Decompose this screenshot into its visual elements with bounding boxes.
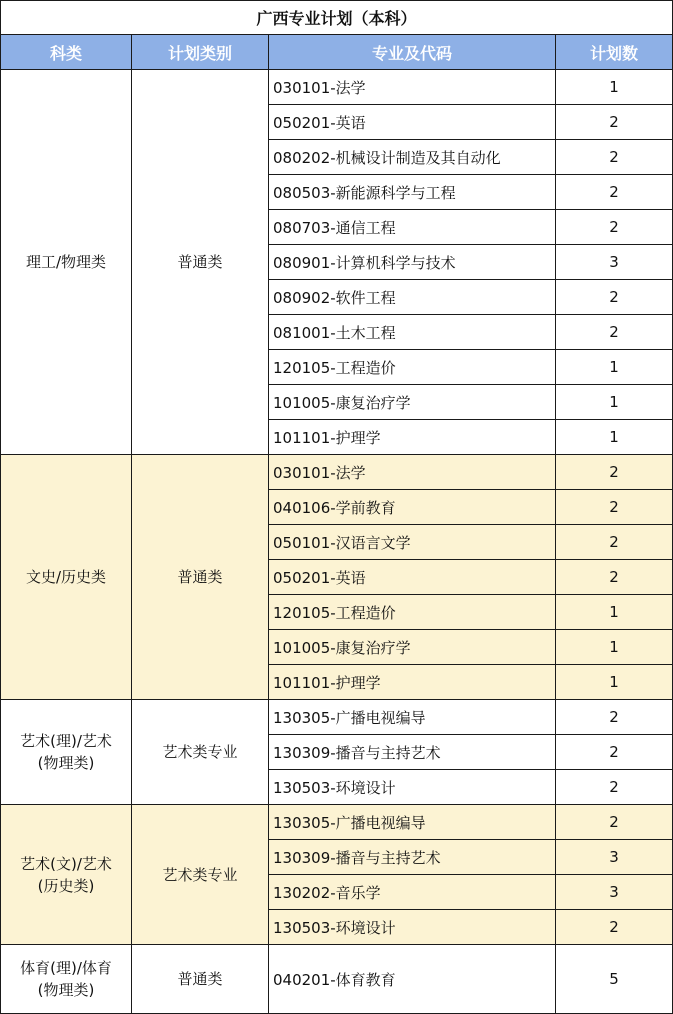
category-cell: [1, 945, 132, 1014]
major-cell: 101005-康复治疗学: [269, 385, 556, 420]
count-cell: 2: [556, 210, 673, 245]
count-cell: 2: [556, 910, 673, 945]
table-row: [1, 700, 673, 735]
count-cell: 1: [556, 70, 673, 105]
major-cell: 080901-计算机科学与技术: [269, 245, 556, 280]
plan-type-cell: 普通类: [132, 70, 269, 455]
count-cell: 1: [556, 595, 673, 630]
count-cell: 2: [556, 560, 673, 595]
major-cell: 050201-英语: [269, 560, 556, 595]
major-cell: 080202-机械设计制造及其自动化: [269, 140, 556, 175]
major-cell: 101101-护理学: [269, 665, 556, 700]
count-cell: 1: [556, 665, 673, 700]
major-cell: 130503-环境设计: [269, 910, 556, 945]
count-cell: 1: [556, 350, 673, 385]
major-cell: 130202-音乐学: [269, 875, 556, 910]
category-cell: [1, 805, 132, 945]
header-major: 专业及代码: [269, 35, 556, 70]
category-line1: 艺术(理)/艺术: [20, 732, 112, 750]
major-cell: 050201-英语: [269, 105, 556, 140]
page-title: 广西专业计划（本科）: [1, 1, 673, 35]
count-cell: 2: [556, 175, 673, 210]
major-cell: 101101-护理学: [269, 420, 556, 455]
category-cell: [1, 700, 132, 805]
category-line2: (物理类): [37, 754, 95, 772]
table-row: [1, 455, 673, 490]
category-line2: (物理类): [37, 981, 95, 999]
plan-type-cell: 普通类: [132, 455, 269, 700]
category-line1: 体育(理)/体育: [20, 959, 112, 977]
count-cell: 2: [556, 805, 673, 840]
major-cell: 130305-广播电视编导: [269, 700, 556, 735]
major-cell: 120105-工程造价: [269, 350, 556, 385]
table-row: [1, 945, 673, 1014]
count-cell: 2: [556, 315, 673, 350]
major-cell: 030101-法学: [269, 70, 556, 105]
count-cell: 5: [556, 945, 673, 1014]
major-cell: 080503-新能源科学与工程: [269, 175, 556, 210]
count-cell: 2: [556, 525, 673, 560]
count-cell: 2: [556, 140, 673, 175]
count-cell: 2: [556, 490, 673, 525]
table-row: [1, 70, 673, 105]
count-cell: 2: [556, 105, 673, 140]
major-cell: 130503-环境设计: [269, 770, 556, 805]
count-cell: 2: [556, 280, 673, 315]
major-cell: 130305-广播电视编导: [269, 805, 556, 840]
major-cell: 120105-工程造价: [269, 595, 556, 630]
major-cell: 030101-法学: [269, 455, 556, 490]
category-line1: 艺术(文)/艺术: [20, 854, 112, 873]
category-line2: (历史类): [37, 876, 95, 895]
header-count: 计划数: [556, 35, 673, 70]
major-cell: 101005-康复治疗学: [269, 630, 556, 665]
count-cell: 2: [556, 455, 673, 490]
plan-type-cell: 艺术类专业: [132, 805, 269, 945]
header-plan-type: 计划类别: [132, 35, 269, 70]
count-cell: 1: [556, 630, 673, 665]
major-cell: 130309-播音与主持艺术: [269, 735, 556, 770]
title-row: [1, 1, 673, 35]
plan-type-cell: 艺术类专业: [132, 700, 269, 805]
major-cell: 081001-土木工程: [269, 315, 556, 350]
count-cell: 2: [556, 700, 673, 735]
major-cell: 050101-汉语言文学: [269, 525, 556, 560]
major-cell: 080703-通信工程: [269, 210, 556, 245]
count-cell: 2: [556, 735, 673, 770]
major-cell: 130309-播音与主持艺术: [269, 840, 556, 875]
count-cell: 3: [556, 245, 673, 280]
plan-type-cell: 普通类: [132, 945, 269, 1014]
category-cell: 文史/历史类: [1, 455, 132, 700]
count-cell: 2: [556, 770, 673, 805]
count-cell: 3: [556, 840, 673, 875]
major-cell: 040106-学前教育: [269, 490, 556, 525]
count-cell: 3: [556, 875, 673, 910]
count-cell: 1: [556, 420, 673, 455]
header-category: 科类: [1, 35, 132, 70]
category-cell: 理工/物理类: [1, 70, 132, 455]
header-row: [1, 35, 673, 70]
major-cell: 080902-软件工程: [269, 280, 556, 315]
major-cell: 040201-体育教育: [269, 945, 556, 1014]
count-cell: 1: [556, 385, 673, 420]
table-row: [1, 805, 673, 840]
